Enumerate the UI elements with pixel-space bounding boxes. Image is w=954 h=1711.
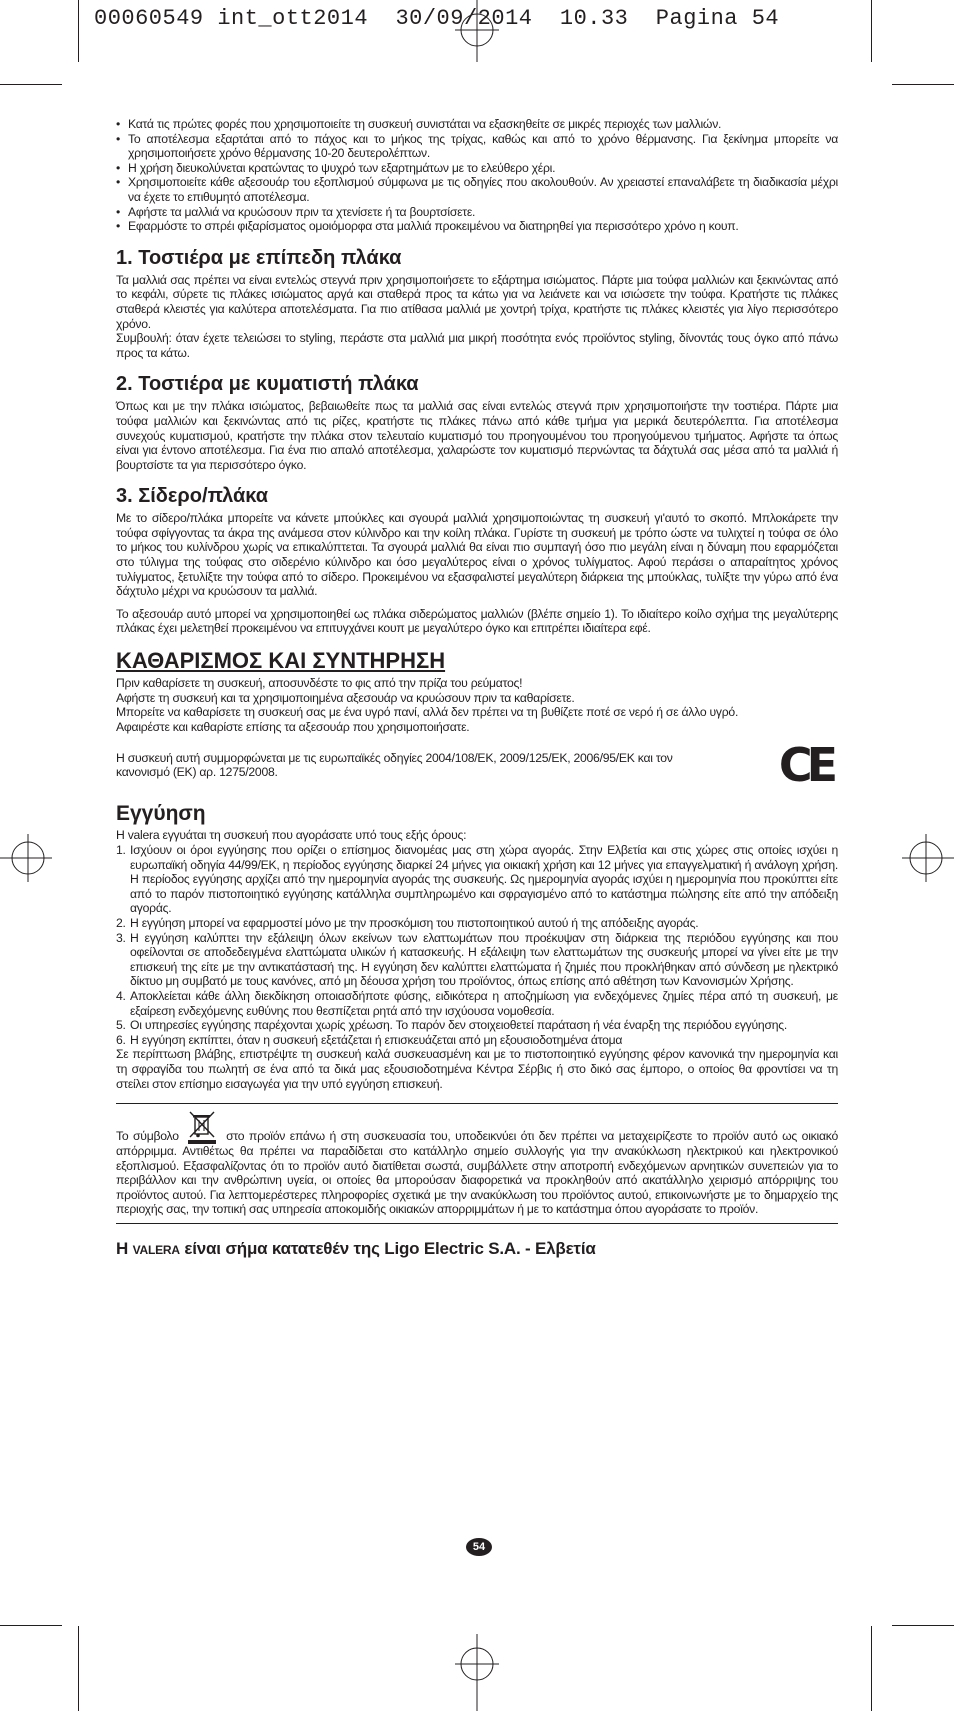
- crop-mark-right-bottom: [892, 1625, 954, 1626]
- list-number: 6.: [116, 1032, 126, 1047]
- section-title-flat-plate: 1. Τοστιέρα με επίπεδη πλάκα: [116, 246, 402, 269]
- crossed-out-wheelie-bin-icon: [187, 1110, 217, 1144]
- page-number-badge: 54: [466, 1538, 492, 1556]
- list-number: 4.: [116, 988, 126, 1003]
- list-item: [116, 931, 838, 989]
- crop-mark-left-top: [0, 84, 62, 85]
- registration-mark-bottom: [445, 1634, 509, 1711]
- list-number: 1.: [116, 843, 126, 857]
- ce-mark-logo: CE: [778, 738, 832, 793]
- registration-mark-left: [0, 830, 56, 886]
- brand-name: VALERA: [132, 1243, 180, 1258]
- list-text: Η εγγύηση μπορεί να εφαρμοστεί μόνο με την προσκόμιση του πιστοποιητικού αυτού ή της απόδειξης αγοράς.: [130, 915, 699, 930]
- tip-paragraph: Συμβουλή: όταν έχετε τελειώσει το styling, περάστε στα μαλλιά μια μικρή ποσότητα ενός προϊόντος styling, δίνοντάς τους όγκο από πάνω προς τα κάτω.: [116, 331, 838, 360]
- list-item: • Η χρήση διευκολύνεται κρατώντας το ψυχρό των εξαρτημάτων με το ελεύθερο χέρι.: [116, 161, 838, 176]
- print-header: 00060549 int_ott2014 30/09/2014 10.33 Pagina 54: [94, 6, 780, 31]
- list-item: • Το αποτέλεσμα εξαρτάται από το πάχος και το μήκος της τρίχας, καθώς και από το χρόνο θέρμανσης. Για ξεκίνημα μπορείτε να χρησιμοποιήσετε χρόνο θέρμανσης 10-20 δευτερολέπτων.: [116, 132, 838, 161]
- paragraph: Όπως και με την πλάκα ισιώματος, βεβαιωθείτε πως τα μαλλιά σας είναι εντελώς στεγνά πριν χρησιμοποιήστε την τοστιέρα. Πάρτε μια τούφα μαλλιών και ξεκινώντας από τις ρίζες, κρατήστε τις πλάκες πάνω από κάθε τμήμα για μερικά δευτερόλεπτα. Για αποτέλεσμα συνεχούς κυματισμού, κρατήστε την πλάκα στον τελευταίο κυματισμό του προηγουμένου του προηγούμενου τμήματος. Αφήστε τα όπως είναι για έντονο αποτέλεσμα. Για ένα πιο απαλό αποτέλεσμα, χαλαρώστε τον κυματισμό περνώντας τα δάχτυλά σας μέσα από τα μαλλιά ή βουρτσίστε τα για περισσότερο όγκο.: [116, 399, 838, 472]
- section-title-curling-iron: 3. Σίδερο/πλάκα: [116, 485, 269, 508]
- warranty-intro: Η valera εγγυάται τη συσκευή που αγοράσατε υπό τους εξής όρους:: [116, 828, 467, 843]
- list-item: [116, 989, 838, 1018]
- divider: [116, 1223, 838, 1224]
- list-text: Ισχύουν οι όροι εγγύησης που ορίζει ο επίσημος διανομέας μας στη χώρα αγοράς. Στην Ελβετία και στις χώρες στις οποίες ισχύει η ευρωπαϊκή οδηγία 44/99/ΕΚ, η περίοδος εγγύησης διαρκεί 24 μήνες για οικιακή χρήση και 12 μήνες για επαγγελματική ή ανάλογη χρήση. Η περίοδος εγγύησης αρχίζει από την ημερομηνία αγοράς της συσκευής. Ως ημερομηνία αγοράς ισχύει η ημερομηνία που προκύπτει είτε από το παρόν πιστοποιητικό εγγύησης κατάλληλα συμπληρωμένο και σφραγισμένο από το κατάστημα πώλησης είτε από την απόδειξη αγοράς.: [130, 843, 838, 916]
- crop-mark-right-top: [892, 84, 954, 85]
- list-item: • Κατά τις πρώτες φορές που χρησιμοποιείτε τη συσκευή συνιστάται να εξασκηθείτε σε μικρές περιοχές των μαλλιών.: [116, 117, 838, 132]
- divider: [116, 1103, 838, 1104]
- cleaning-line: Μπορείτε να καθαρίσετε τη συσκευή σας με ένα υγρό πανί, αλλά δεν πρέπει να τη βυθίζετε ποτέ σε νερό ή σε άλλο υγρό.: [116, 705, 739, 720]
- crop-mark-left-bottom: [0, 1625, 62, 1626]
- crop-mark-top-left: [78, 0, 79, 62]
- compliance-row: [116, 738, 838, 793]
- list-number: 3.: [116, 930, 126, 945]
- list-item: [116, 1033, 838, 1048]
- weee-text-start: Το σύμβολο: [116, 1129, 179, 1144]
- section-title-wave-plate: 2. Τοστιέρα με κυματιστή πλάκα: [116, 373, 419, 396]
- registration-mark-top: [445, 0, 509, 62]
- warranty-title: Εγγύηση: [116, 802, 206, 826]
- paragraph: Με το σίδερο/πλάκα μπορείτε να κάνετε μπούκλες και σγουρά μαλλιά χρησιμοποιώντας τη συσκευή γι'αυτό το σκοπό. Μπλοκάρετε την τούφα σφίγγοντας τα άκρα της ανάμεσα στον κύλινδρο και την κοίλη πλάκα. Γυρίστε τη συσκευή με τρόπο ώστε να τυλιχτεί η τούφα σε όλο το μήκος του κυλίνδρου χωρίς να επικαλύπτεται. Τα σγουρά μαλλιά θα είναι πιο συμπαγή όσο πιο μεγάλη είναι η δύναμη που εφαρμόζεται στο τύλιγμα της τούφας στο σιδερένιο κύλινδρο και όσο μεγαλύτερος είναι ο χρόνος τυλίγματος. Αφού περάσει ο απαραίτητος χρόνος τυλίγματος, ξετυλίξτε την τούφα από το σίδερο. Προκειμένου να εξασφαλιστεί μεγαλύτερη διάρκεια της μπούκλας, τυλίξτε την γύρω από ένα δάχτυλο μέχρι να κρυώσουν τα μαλλιά.: [116, 511, 838, 599]
- list-number: 2.: [116, 915, 126, 930]
- weee-text: [116, 1110, 838, 1217]
- warranty-terms-list: [116, 843, 838, 1047]
- registration-mark-right: [898, 830, 954, 886]
- list-item: [116, 1018, 838, 1033]
- list-text: Οι υπηρεσίες εγγύησης παρέχονται χωρίς χρέωση. Το παρόν δεν στοιχειοθετεί παράταση ή νέα έναρξη της περιόδου εγγύησης.: [130, 1018, 788, 1033]
- trademark-prefix: Η: [116, 1239, 129, 1259]
- list-item: • Χρησιμοποιείτε κάθε αξεσουάρ του εξοπλισμού σύμφωνα με τις οδηγίες που ακολουθούν. Αν χρειαστεί επαναλάβετε τη διαδικασία μέχρι να έχετε το επιθυμητό αποτέλεσμα.: [116, 175, 838, 204]
- page-content: [116, 117, 838, 1258]
- paragraph: Το αξεσουάρ αυτό μπορεί να χρησιμοποιηθεί ως πλάκα σιδερώματος μαλλιών (βλέπε σημείο 1). Το ιδιαίτερο κοίλο σχήμα της μεγαλύτερης πλάκας έχει μελετηθεί προκειμένου να επιτυγχάνει κουπ με μεγαλύτερο όγκο και επιτρέπει ιδιαίτερα εφέ.: [116, 606, 838, 636]
- list-number: 5.: [116, 1018, 126, 1033]
- cleaning-line: Αφήστε τη συσκευή και τα χρησιμοποιημένα αξεσουάρ να κρυώσουν πριν τα καθαρίσετε.: [116, 690, 575, 705]
- list-item: • Αφήστε τα μαλλιά να κρυώσουν πριν τα χτενίσετε ή τα βουρτσίσετε.: [116, 205, 838, 220]
- list-text: Η εγγύηση εκπίπτει, όταν η συσκευή εξετάζεται ή επισκευάζεται από μη εξουσιοδοτημένα άτομα: [130, 1032, 623, 1047]
- crop-mark-bottom-left: [78, 1626, 79, 1711]
- trademark-suffix: είναι σήμα κατατεθέν της Ligo Electric S.A. - Ελβετία: [184, 1239, 596, 1259]
- crop-mark-top-right: [871, 0, 872, 62]
- compliance-text: Η συσκευή αυτή συμμορφώνεται με τις ευρωπαϊκές οδηγίες 2004/108/ΕΚ, 2009/125/ΕΚ, 2006/95/ΕΚ και τον κανονισμό (ΕΚ) αρ. 1275/2008.: [116, 750, 673, 780]
- list-item: [116, 916, 838, 931]
- cleaning-title: ΚΑΘΑΡΙΣΜΟΣ ΚΑΙ ΣΥΝΤΗΡΗΣΗ: [116, 648, 446, 674]
- warranty-closing: Σε περίπτωση βλάβης, επιστρέψτε τη συσκευή καλά συσκευασμένη και με το πιστοποιητικό εγγύησης φέρον κανονικά την ημερομηνία και τη σφραγίδα του πωλητή σε ένα από τα δικά μας εξουσιοδοτημένα Κέντρα Σέρβις ή στο δικό σας έμπορο, ο οποίος θα φροντίσει να τη στείλει στον επίσημο εισαγωγέα για την υπό εγγύηση επισκευή.: [116, 1047, 838, 1091]
- intro-bullet-list: [116, 117, 838, 234]
- cleaning-line: Πριν καθαρίσετε τη συσκευή, αποσυνδέστε το φις από την πρίζα του ρεύματος!: [116, 676, 523, 691]
- weee-text-body: στο προϊόν επάνω ή στη συσκευασία του, υποδεικνύει ότι δεν πρέπει να μεταχειρίζεστε το προϊόν αυτό ως οικιακό απόρριμμα. Αντιθέτως θα πρέπει να παραδίδεται στο κατάλληλο σημείο συλλογής για την ανακύκλωση ηλεκτρικού και ηλεκτρονικού εξοπλισμού. Εξασφαλίζοντας ότι το προϊόν αυτό διατίθεται σωστά, συμβάλλετε στην αποτροπή ενδεχόμενων αρνητικών συνεπειών για το περιβάλλον και την ανθρώπινη υγεία, οι οποίες θα μπορούσαν διαφορετικά να προκληθούν από ακατάλληλο χειρισμό απόρριψης του προϊόντος αυτού. Για λεπτομερέστερες πληροφορίες σχετικά με την ανακύκλωση του προϊόντος αυτού, επικοινωνήστε με το δημαρχείο της περιοχής σας, την τοπική σας υπηρεσία αποκομιδής οικιακών απορριμμάτων ή με το κατάστημα όπου αγοράσατε το προϊόν.: [116, 1129, 838, 1217]
- cleaning-line: Αφαιρέστε και καθαρίστε επίσης τα αξεσουάρ που χρησιμοποιήσατε.: [116, 719, 470, 734]
- list-item: [116, 843, 838, 916]
- weee-notice: [116, 1110, 838, 1217]
- paragraph: Τα μαλλιά σας πρέπει να είναι εντελώς στεγνά πριν χρησιμοποιήσετε το εξάρτημα ισιώματος. Πάρτε μια τούφα μαλλιών και ξεκινώντας από το κεφάλι, σύρετε τις πλάκες ισιώματος αργά και σταθερά προς τα κάτω για να λειάνετε και να ισιώσετε την τούφα. Κρατήστε τις πλάκες σταθερά κλειστές για καλύτερα αποτελέσματα. Για πιο ατίθασα μαλλιά με χοντρή τρίχα, κρατήστε τις πλάκες κλειστές για λίγο περισσότερο χρόνο.: [116, 272, 838, 331]
- list-item: • Εφαρμόστε το σπρέι φιξαρίσματος ομοιόμορφα στα μαλλιά προκειμένου να διατηρηθεί για περισσότερο χρόνο η κουπ.: [116, 219, 838, 234]
- list-text: Η εγγύηση καλύπτει την εξάλειψη όλων εκείνων των ελαττωμάτων που προέκυψαν στη διάρκεια της περιόδου εγγύησης και που οφείλονται σε αποδεδειγμένα ελαττώματα υλικών ή κατασκευής. Η εξάλειψη των ελαττωμάτων της συσκευής μπορεί να γίνει είτε με την επισκευή της είτε με την αντικατάστασή της. Η εγγύηση δεν καλύπτει ελαττώματα ή ζημιές που προκλήθηκαν από σύνδεση με ηλεκτρικό δίκτυο μη συμβατό με τους κανόνες, από μη δέουσα χρήση του προϊόντος, όπως επίσης από αθέτηση των Κανονισμών Χρήσης.: [130, 930, 838, 989]
- trademark-notice: [116, 1239, 838, 1259]
- list-text: Αποκλείεται κάθε άλλη διεκδίκηση οποιασδήποτε φύσης, ειδικότερα η αποζημίωση για ενδεχόμενες ζημίες πέρα από τη συσκευή, με εξαίρεση ενδεχόμενης ευθύνης που θεσπίζεται ρητά από την ισχύουσα νομοθεσία.: [130, 988, 838, 1018]
- crop-mark-bottom-right: [871, 1626, 872, 1711]
